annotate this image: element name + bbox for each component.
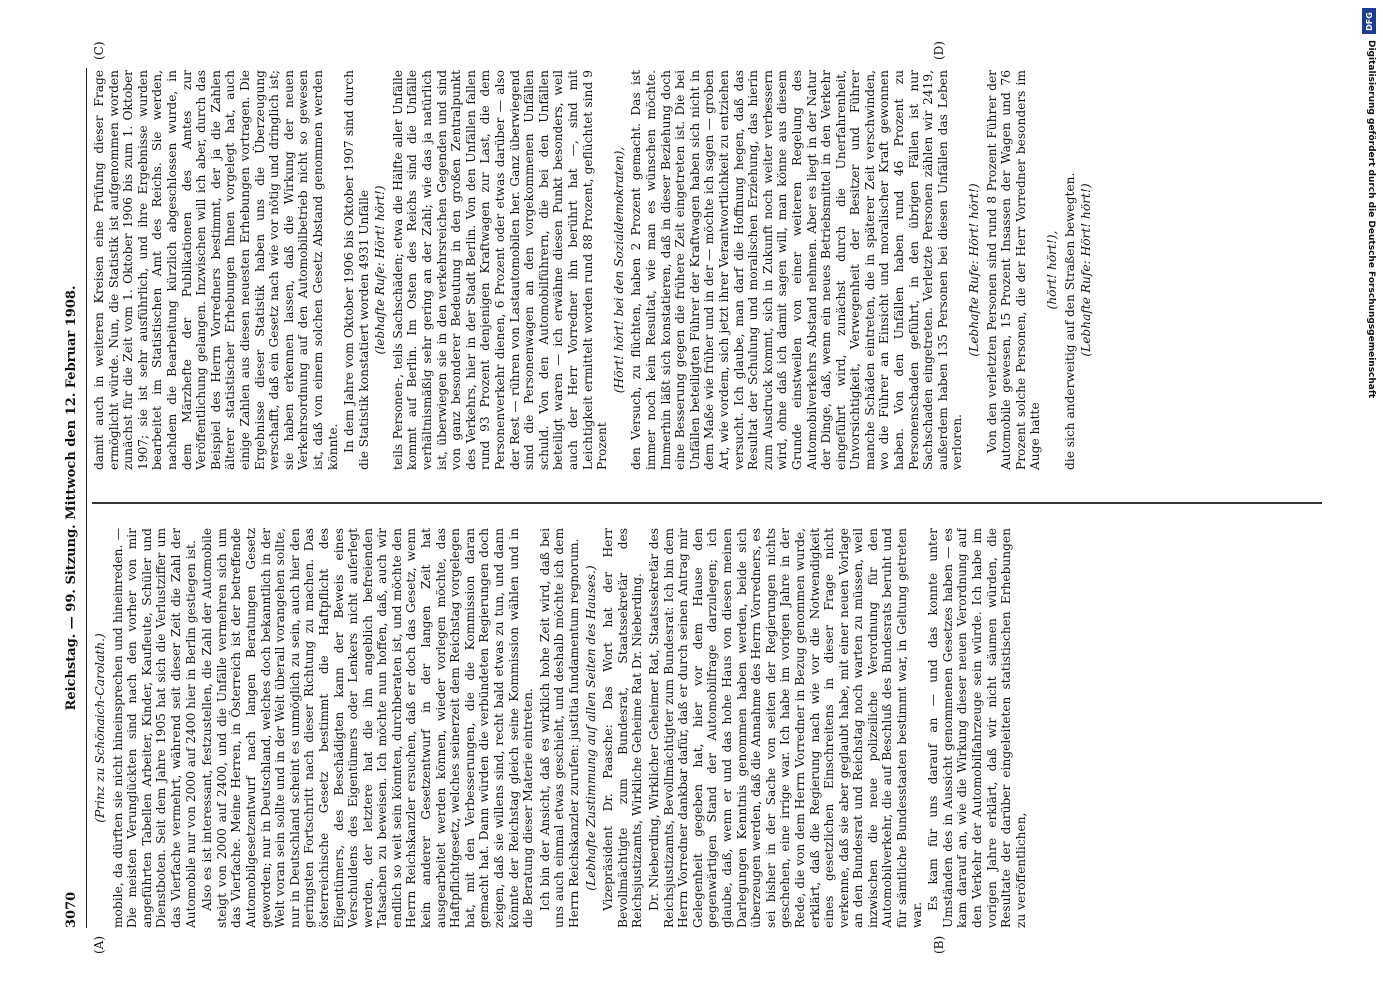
- column-divider: [92, 503, 1322, 505]
- paragraph: mobile, da dürften sie nicht hineinsprechen und hineinreden. — Die meisten Verunglückten sind nach den vorher von mir angeführten Tabellen Arbeiter, Kinder, Kaufleute, Schüler und Dienstboten. Seit dem Jahre 1905 hat sich die Verlustziffer um das Vierfache vermehrt, während seit dieser Zeit die Zahl der Automobile nur von 2000 auf 2400 hier in Berlin gestiegen ist.: [110, 528, 198, 928]
- text-column-right: [92, 70, 1332, 470]
- margin-marker-b: (B): [932, 935, 946, 954]
- page-number: 3070: [64, 891, 79, 928]
- paragraph: damit auch in weiteren Kreisen eine Prüfung dieser Frage ermöglicht würde. Nun, die Statistik ist aufgenommen worden zunächst für die Zeit vom 1. Oktober 1906 bis zum 1. Oktober 1907; sie ist sehr ausführlich, und ihre Ergebnisse wurden bearbeitet im Statistischen Amt des Reichs. Sie werden, nachdem die Bearbeitung kürzlich abgeschlossen wurde, in dem Märzhefte der Publikationen des Amtes zur Veröffentlichung gelangen. Inzwischen will ich aber, durch das Beispiel des Herrn Vorredners bestimmt, der ja die Zahlen älterer statistischer Erhebungen Ihnen vorgelegt hat, auch einige Zahlen aus diesen neuesten Erhebungen vortragen. Die Ergebnisse dieser Statistik haben uns die Überzeugung verschafft, daß ein Gesetz nach wie vor nötig und dringlich ist; sie haben erkennen lassen, daß die Wirkung der neuen Verkehrsordnung auf den Automobilbetrieb nicht so gewesen ist, daß von einem solchen Gesetz Abstand genommen werden könnte.: [92, 70, 340, 470]
- interjection: (Lebhafte Rufe: Hört! hört!): [967, 183, 982, 357]
- interjection: (Lebhafte Zustimmung auf allen Seiten des Hauses.): [583, 565, 598, 891]
- margin-marker-c: (C): [92, 41, 106, 60]
- interjection: (lebhafte Rufe: Hört! hört!): [373, 185, 388, 355]
- text-column-left: [92, 528, 1332, 928]
- dfg-logo: DFG: [1362, 8, 1376, 34]
- margin-marker-d: (D): [932, 41, 946, 60]
- paragraph: teils Personen-, teils Sachschäden; etwa die Hälfte aller Unfälle kommt auf Berlin. Im Osten des Reichs sind die Unfälle verhältnismäßig sehr gering an der Zahl; wie das ja natürlich ist, überwiegen sie in den verkehrsreichen Gegenden und sind von ganz besonderer Bedeutung in den großen Zentralpunkt des Verkehrs, hier in der Stadt Berlin. Von den Unfällen fallen rund 93 Prozent denjenigen Kraftwagen zur Last, die dem Personenverkehr dienen, 6 Prozent oder etwas darüber — also der Rest — rühren von Lastautomobilen her. Ganz überwiegend sind die Personenwagen an den vorgekommenen Unfällen schuld. Von den Automobilführern, die bei den Unfällen beteiligt waren — ich erwähne diesen Punkt besonders, weil auch der Herr Vorredner ihn berührt hat —, sind mit Leichtigkeit ermittelt worden rund 88 Prozent, geflüchtet sind 9 Prozent: [390, 70, 610, 470]
- interjection: (Lebhafte Rufe: Hört! hört!): [1079, 183, 1094, 357]
- margin-marker-a: (A): [92, 935, 106, 954]
- paragraph: die sich anderweitig auf den Straßen bewegten.: [1062, 172, 1077, 470]
- header-rule: [86, 68, 87, 928]
- running-header: [62, 68, 86, 928]
- paragraph: In dem Jahre vom Oktober 1906 bis Oktober 1907 sind durch die Statistik konstatiert worden 4931 Unfälle: [342, 70, 371, 470]
- paragraph: Dr. Nieberding, Wirklicher Geheimer Rat, Staatssekretär des Reichsjustizamts, Bevollmächtigter zum Bundesrat: Ich bin dem Herrn Vorredner dankbar dafür, daß er durch seinen Antrag mir Gelegenheit gegeben hat, hier vor dem Hause den gegenwärtigen Stand der Automobilfrage darzulegen; ich glaube, daß, wenn er und das hohe Haus von diesen meinen Darlegungen Kenntnis genommen haben werden, beide sich überzeugen werden, daß die Annahme des Herrn Vorredners, es sei bisher in der Sache von seiten der Regierungen nichts geschehen, eine irrige war. Ich habe im vorigen Jahre in der Rede, die von dem Herrn Vorredner in Bezug genommen wurde, erklärt, daß die Regierung nach wie vor die Notwendigkeit eines gesetzlichen Einschreitens in dieser Frage nicht verkenne, daß sie aber geglaubt habe, mit einer neuen Vorlage an den Bundesrat und Reichstag noch warten zu müssen, weil inzwischen die neue polizeiliche Verordnung für den Automobilverkehr, die auf Beschluß des Bundesrats beruht und für sämtliche Bundesstaaten bestimmt war, in Geltung getreten war.: [646, 528, 924, 928]
- digitization-sidebar: [1362, 8, 1376, 988]
- interjection: (Prinz zu Schönaich-Carolath.): [93, 633, 107, 823]
- paragraph: Es kam für uns darauf an — und das konnte unter Umständen des in Aussicht genommenen Gesetzes haben — es kam darauf an, wie die Wirkung dieser neuen Verordnung auf den Verkehr der Automobilfahrzeuge sein würde. Ich habe im vorigen Jahre erklärt, daß wir nicht säumen würden, die Resultate der darüber eingeleiteten statistischen Erhebungen zu veröffentlichen,: [926, 528, 1028, 928]
- paragraph: Von den verletzten Personen sind rund 8 Prozent Führer der Automobile gewesen, 15 Prozent Insassen der Wagen und 76 Prozent solche Personen, die der Herr Vorredner besonders im Auge hatte: [984, 70, 1043, 470]
- digitization-credit: Digitalisierung gefördert durch die Deutsche Forschungsgemeinschaft: [1366, 40, 1376, 399]
- paragraph: Also es ist interessant, festzustellen, die Zahl der Automobile steigt von 2000 auf 2400, und die Unfälle vermehren sich um das Vierfache. Meine Herren, in Österreich ist der betreffende Automobilgesetzentwurf nach langen Beratungen Gesetz geworden; nur in Deutschland, welches doch bekanntlich in der Welt voran sein sollte und in der Welt überall vorangehen sollte, nur in Deutschland scheint es unmöglich zu sein, auch hier den geringsten Fortschritt nach dieser Richtung zu machen. Das österreichische Gesetz bestimmt die Haftpflicht des Eigentümers, des Beschädigten kann der Beweis eines Verschuldens des Eigentümers oder Lenkers nicht auferlegt werden, der letztere hat die ihn angeblich befreienden Tatsachen zu beweisen. Ich möchte nun hoffen, daß, auch wir endlich so weit sein könnten, durchberaten ist, und möchte den Herrn Reichskanzler ersuchen, daß er doch das Gesetz, wenn kein anderer Gesetzentwurf in der langen Zeit hat ausgearbeitet werden können, wieder vorlegen möchte, das Haftpflichtgesetz, welches seinerzeit dem Reichstag vorgelegen hat, mit den Verbesserungen, die die Kommission daran gemacht hat. Dann würden die verbündeten Regierungen doch zeigen, daß sie willens sind, recht bald etwas zu tun, und dann könnte der Reichstag gleich seine Kommission wählen und in die Beratung dieser Materie eintreten.: [200, 528, 536, 928]
- paragraph: den Versuch, zu flüchten, haben 2 Prozent gemacht. Das ist immer noch kein Resultat, wie man es wünschen möchte. Immerhin läßt sich konstatieren, daß in dieser Beziehung doch eine Besserung gegen die frühere Zeit eingetreten ist. Die bei Unfällen beteiligten Führer der Kraftwagen haben sich nicht in dem Maße wie früher und in der — möchte ich sagen — groben Art, wie vordem, sich jetzt ihrer Verantwortlichkeit zu entziehen versucht. Ich glaube, man darf die Hoffnung hegen, daß das Resultat der Schulung und moralischen Erziehung, das hierin zum Ausdruck kommt, sich in Zukunft noch weiter verbessern wird, ohne daß ich damit sagen will, man könne aus diesem Grunde einstweilen von einer weiteren Regelung des Automobilverkehrs Abstand nehmen. Aber es liegt in der Natur der Dinge, daß, wenn ein neues Betriebsmittel in den Verkehr eingeführt wird, zunächst durch die Unerfahrenheit, Unvorsichtigkeit, Verwegenheit der Besitzer und Führer manche Schäden eintreten, die in späterer Zeit verschwinden, wo die Führer an Einsicht und moralischer Kraft gewonnen haben. Von den Unfällen haben rund 46 Prozent zu Personenschaden geführt, in den übrigen Fällen ist nur Sachschaden eingetreten. Verletzte Personen zählen wir 2419, außerdem haben 135 Personen bei diesen Unfällen das Leben verloren.: [629, 70, 965, 470]
- paragraph: Ich bin der Ansicht, daß es wirklich hohe Zeit wird, daß bei uns auch einmal etwas geschieht, und deshalb möchte ich dem Herrn Reichskanzler zurufen: justitia fundamentum regnorum.: [537, 528, 581, 928]
- rotated-page-content: [62, 41, 1342, 954]
- page-title: Reichstag. — 99. Sitzung. Mittwoch den 12. Februar 1908.: [64, 285, 79, 711]
- interjection: (hört! hört!),: [1045, 230, 1059, 310]
- paragraph: Vizepräsident Dr. Paasche: Das Wort hat der Herr Bevollmächtigte zum Bundesrat, Staatssekretär des Reichsjustizamts, Wirkliche Geheime Rat Dr. Nieberding.: [601, 528, 645, 928]
- interjection: (Hört! hört! bei den Sozialdemokraten),: [611, 146, 626, 394]
